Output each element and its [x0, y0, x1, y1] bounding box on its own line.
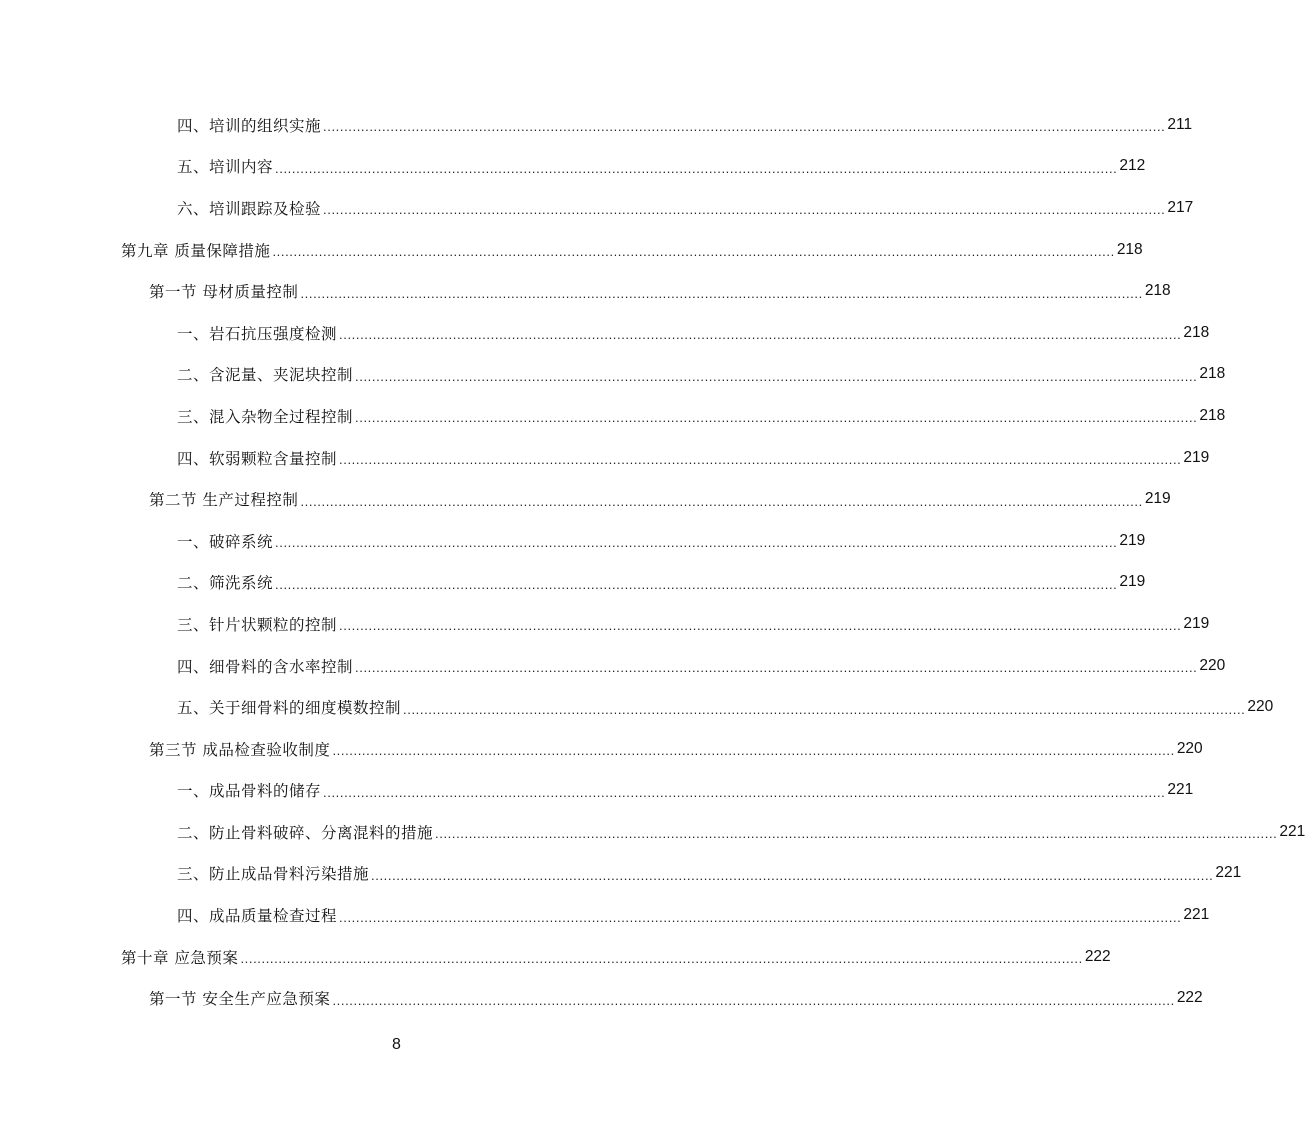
toc-leader-dots: ........................................................................................................................................................................................................	[339, 618, 1182, 634]
toc-subsection-entry[interactable]	[0, 645, 1226, 687]
toc-entry-page: 218	[1183, 323, 1210, 341]
toc-subsection-entry[interactable]	[0, 811, 1305, 853]
toc-entry-title: 四、培训的组织实施	[177, 116, 322, 135]
toc-leader-dots: ........................................................................................................................................................................................................	[435, 826, 1278, 842]
toc-leader-dots: ........................................................................................................................................................................................................	[339, 452, 1182, 468]
toc-entry-title: 二、含泥量、夹泥块控制	[177, 366, 354, 385]
toc-entry-page: 219	[1119, 573, 1146, 591]
toc-entry-title: 一、破碎系统	[177, 532, 274, 551]
toc-entry-title: 第九章 质量保障措施	[121, 241, 271, 260]
toc-entry-page: 219	[1144, 490, 1171, 508]
toc-leader-dots: ........................................................................................................................................................................................................	[275, 160, 1118, 176]
toc-subsection-entry[interactable]	[0, 395, 1226, 437]
toc-entry-title: 第十章 应急预案	[121, 948, 239, 967]
toc-subsection-entry[interactable]	[0, 104, 1193, 146]
toc-entry-page: 221	[1183, 906, 1210, 924]
toc-entry-page: 221	[1167, 781, 1194, 799]
toc-leader-dots: ........................................................................................................................................................................................................	[300, 493, 1143, 509]
toc-entry-page: 219	[1183, 614, 1210, 632]
toc-subsection-entry[interactable]	[0, 520, 1146, 562]
toc-entry-title: 一、成品骨料的储存	[177, 782, 322, 801]
toc-entry-page: 218	[1116, 240, 1143, 258]
toc-leader-dots: ........................................................................................................................................................................................................	[272, 244, 1115, 260]
toc-subsection-entry[interactable]	[0, 437, 1210, 479]
toc-chapter-entry[interactable]	[0, 936, 1111, 978]
toc-subsection-entry[interactable]	[0, 894, 1210, 936]
toc-leader-dots: ........................................................................................................................................................................................................	[355, 660, 1198, 676]
toc-leader-dots: ........................................................................................................................................................................................................	[339, 909, 1182, 925]
toc-leader-dots: ........................................................................................................................................................................................................	[339, 327, 1182, 343]
toc-leader-dots: ........................................................................................................................................................................................................	[371, 867, 1214, 883]
toc-leader-dots: ........................................................................................................................................................................................................	[240, 951, 1083, 967]
toc-leader-dots: ........................................................................................................................................................................................................	[323, 784, 1166, 800]
toc-leader-dots: ........................................................................................................................................................................................................	[275, 576, 1118, 592]
toc-entry-title: 三、混入杂物全过程控制	[177, 407, 354, 426]
toc-leader-dots: ........................................................................................................................................................................................................	[323, 202, 1166, 218]
toc-section-entry[interactable]	[0, 478, 1171, 520]
toc-subsection-entry[interactable]	[0, 187, 1194, 229]
toc-subsection-entry[interactable]	[0, 770, 1194, 812]
toc-entry-page: 220	[1199, 656, 1226, 674]
toc-entry-page: 222	[1084, 947, 1111, 965]
toc-entry-page: 222	[1176, 989, 1203, 1007]
toc-subsection-entry[interactable]	[0, 853, 1242, 895]
toc-leader-dots: ........................................................................................................................................................................................................	[323, 119, 1166, 135]
toc-entry-page: 218	[1199, 365, 1226, 383]
toc-subsection-entry[interactable]	[0, 686, 1274, 728]
toc-entry-title: 四、软弱颗粒含量控制	[177, 449, 338, 468]
toc-entry-title: 第一节 安全生产应急预案	[149, 990, 331, 1009]
toc-leader-dots: ........................................................................................................................................................................................................	[355, 410, 1198, 426]
toc-entry-page: 219	[1183, 448, 1210, 466]
toc-entry-title: 四、细骨料的含水率控制	[177, 657, 354, 676]
table-of-contents	[0, 104, 1305, 1019]
toc-entry-title: 二、筛洗系统	[177, 574, 274, 593]
toc-subsection-entry[interactable]	[0, 354, 1226, 396]
toc-leader-dots: ........................................................................................................................................................................................................	[403, 701, 1246, 717]
toc-leader-dots: ........................................................................................................................................................................................................	[300, 285, 1143, 301]
toc-entry-page: 211	[1167, 115, 1193, 133]
toc-entry-title: 五、培训内容	[177, 158, 274, 177]
toc-entry-title: 第二节 生产过程控制	[149, 491, 299, 510]
toc-subsection-entry[interactable]	[0, 146, 1146, 188]
toc-entry-title: 第三节 成品检查验收制度	[149, 740, 331, 759]
toc-section-entry[interactable]	[0, 728, 1203, 770]
toc-entry-page: 220	[1247, 698, 1274, 716]
toc-entry-title: 三、防止成品骨料污染措施	[177, 865, 370, 884]
toc-entry-page: 217	[1167, 198, 1194, 216]
toc-entry-title: 二、防止骨料破碎、分离混料的措施	[177, 823, 434, 842]
toc-entry-title: 四、成品质量检查过程	[177, 907, 338, 926]
toc-leader-dots: ........................................................................................................................................................................................................	[332, 743, 1175, 759]
toc-chapter-entry[interactable]	[0, 229, 1143, 271]
toc-entry-page: 221	[1279, 822, 1305, 840]
toc-entry-title: 三、针片状颗粒的控制	[177, 615, 338, 634]
toc-entry-page: 218	[1199, 406, 1226, 424]
toc-leader-dots: ........................................................................................................................................................................................................	[332, 992, 1175, 1008]
toc-entry-page: 212	[1119, 157, 1146, 175]
page-number: 8	[392, 1036, 401, 1053]
toc-entry-page: 221	[1215, 864, 1242, 882]
toc-section-entry[interactable]	[0, 977, 1203, 1019]
toc-entry-page: 218	[1144, 282, 1171, 300]
toc-subsection-entry[interactable]	[0, 603, 1210, 645]
toc-entry-page: 220	[1176, 739, 1203, 757]
toc-subsection-entry[interactable]	[0, 562, 1146, 604]
toc-entry-page: 219	[1119, 531, 1146, 549]
toc-subsection-entry[interactable]	[0, 312, 1210, 354]
toc-entry-title: 一、岩石抗压强度检测	[177, 324, 338, 343]
toc-leader-dots: ........................................................................................................................................................................................................	[355, 368, 1198, 384]
toc-leader-dots: ........................................................................................................................................................................................................	[275, 535, 1118, 551]
toc-entry-title: 第一节 母材质量控制	[149, 283, 299, 302]
toc-entry-title: 六、培训跟踪及检验	[177, 199, 322, 218]
toc-section-entry[interactable]	[0, 270, 1171, 312]
toc-entry-title: 五、关于细骨料的细度模数控制	[177, 699, 402, 718]
